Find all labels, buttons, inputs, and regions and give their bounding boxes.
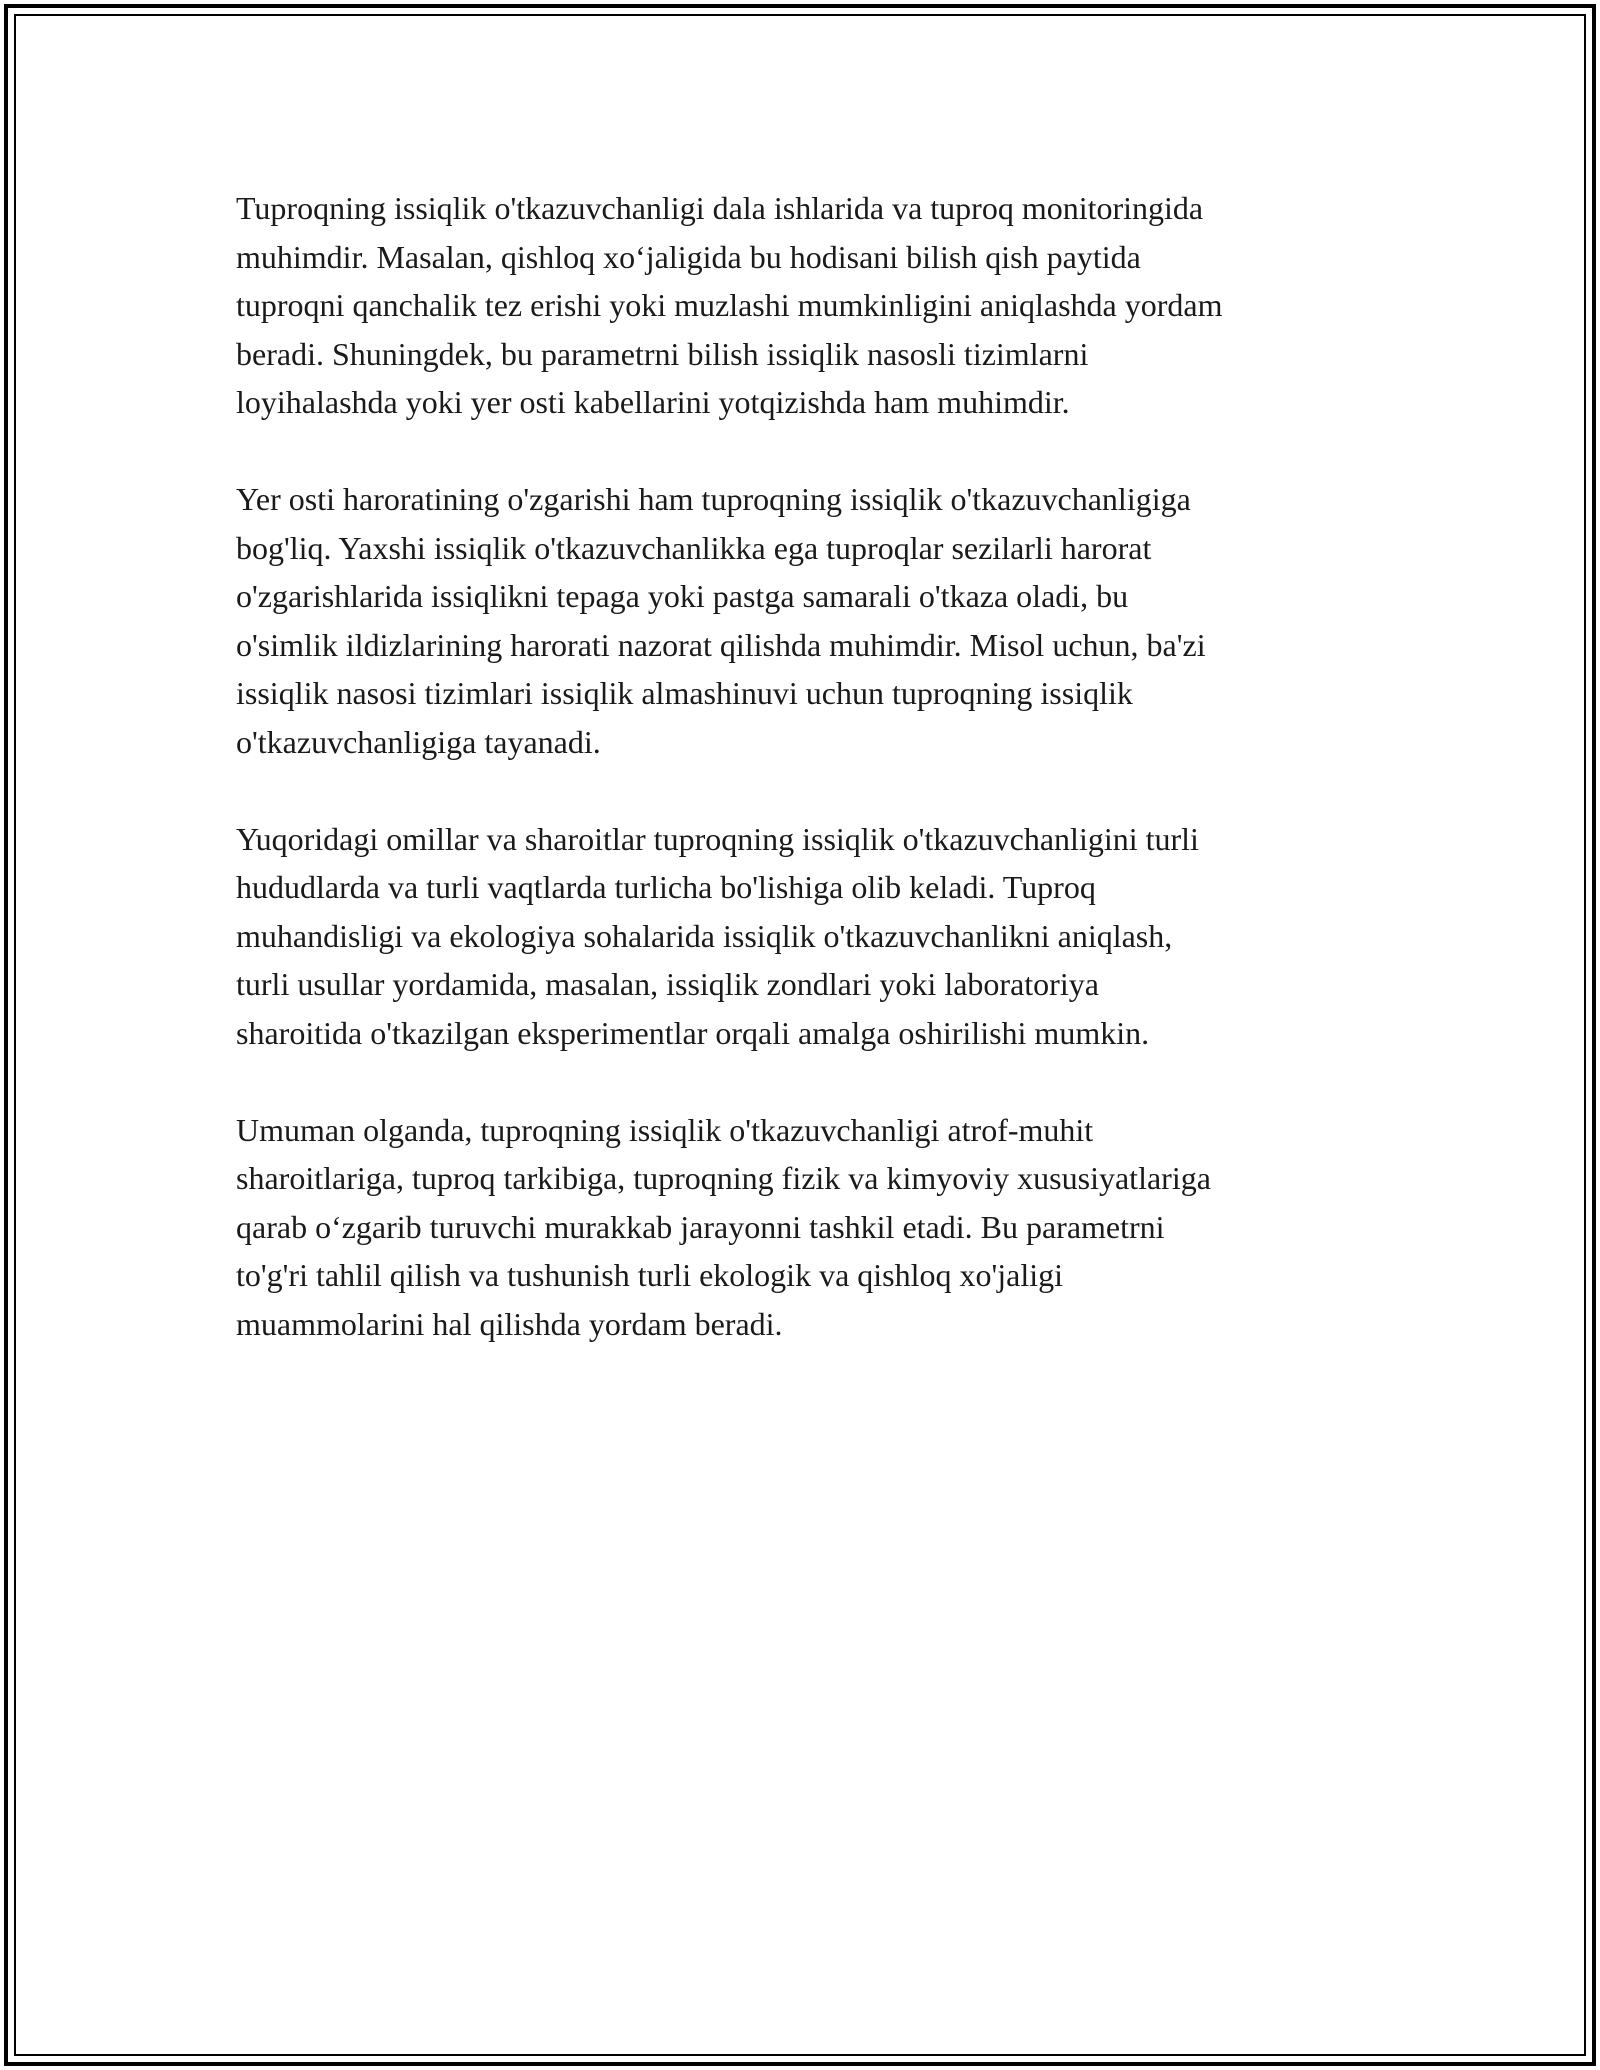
paragraph-1: Tuproqning issiqlik o'tkazuvchanligi dala ishlarida va tuproq monitoringida muhimdir. Masalan, qishloq xo‘jaligida bu hodisani bilish qish paytida tuproqni qanchalik tez erishi yoki muzlashi mumkinligini aniqlashda yordam beradi. Shuningdek, bu parametrni bilish issiqlik nasosli tizimlarni loyihalashda yoki yer osti kabellarini yotqizishda ham muhimdir. [236, 190, 1223, 420]
paragraph-2: Yer osti haroratining o'zgarishi ham tuproqning issiqlik o'tkazuvchanligiga bog'liq. Yaxshi issiqlik o'tkazuvchanlikka ega tuproqlar sezilarli harorat o'zgarishlarida issiqlikni tepaga yoki pastga samarali o'tkaza oladi, bu o'simlik ildizlarining harorati nazorat qilishda muhimdir. Misol uchun, ba'zi issiqlik nasosi tizimlari issiqlik almashinuvi uchun tuproqning issiqlik o'tkazuvchanligiga tayanadi. [236, 481, 1206, 760]
paragraph-4: Umuman olganda, tuproqning issiqlik o'tkazuvchanligi atrof-muhit sharoitlariga, tuproq tarkibiga, tuproqning fizik va kimyoviy xususiyatlariga qarab o‘zgarib turuvchi murakkab jarayonni tashkil etadi. Bu parametrni to'g'ri tahlil qilish va tushunish turli ekologik va qishloq xo'jaligi muammolarini hal qilishda yordam beradi. [236, 1111, 1211, 1342]
document-body [236, 184, 1376, 1397]
paragraph-3: Yuqoridagi omillar va sharoitlar tuproqning issiqlik o'tkazuvchanligini turli hududlarda va turli vaqtlarda turlicha bo'lishiga olib keladi. Tuproq muhandisligi va ekologiya sohalarida issiqlik o'tkazuvchanlikni aniqlash, turli usullar yordamida, masalan, issiqlik zondlari yoki laboratoriya sharoitida o'tkazilgan eksperimentlar orqali amalga oshirilishi mumkin. [236, 820, 1199, 1051]
